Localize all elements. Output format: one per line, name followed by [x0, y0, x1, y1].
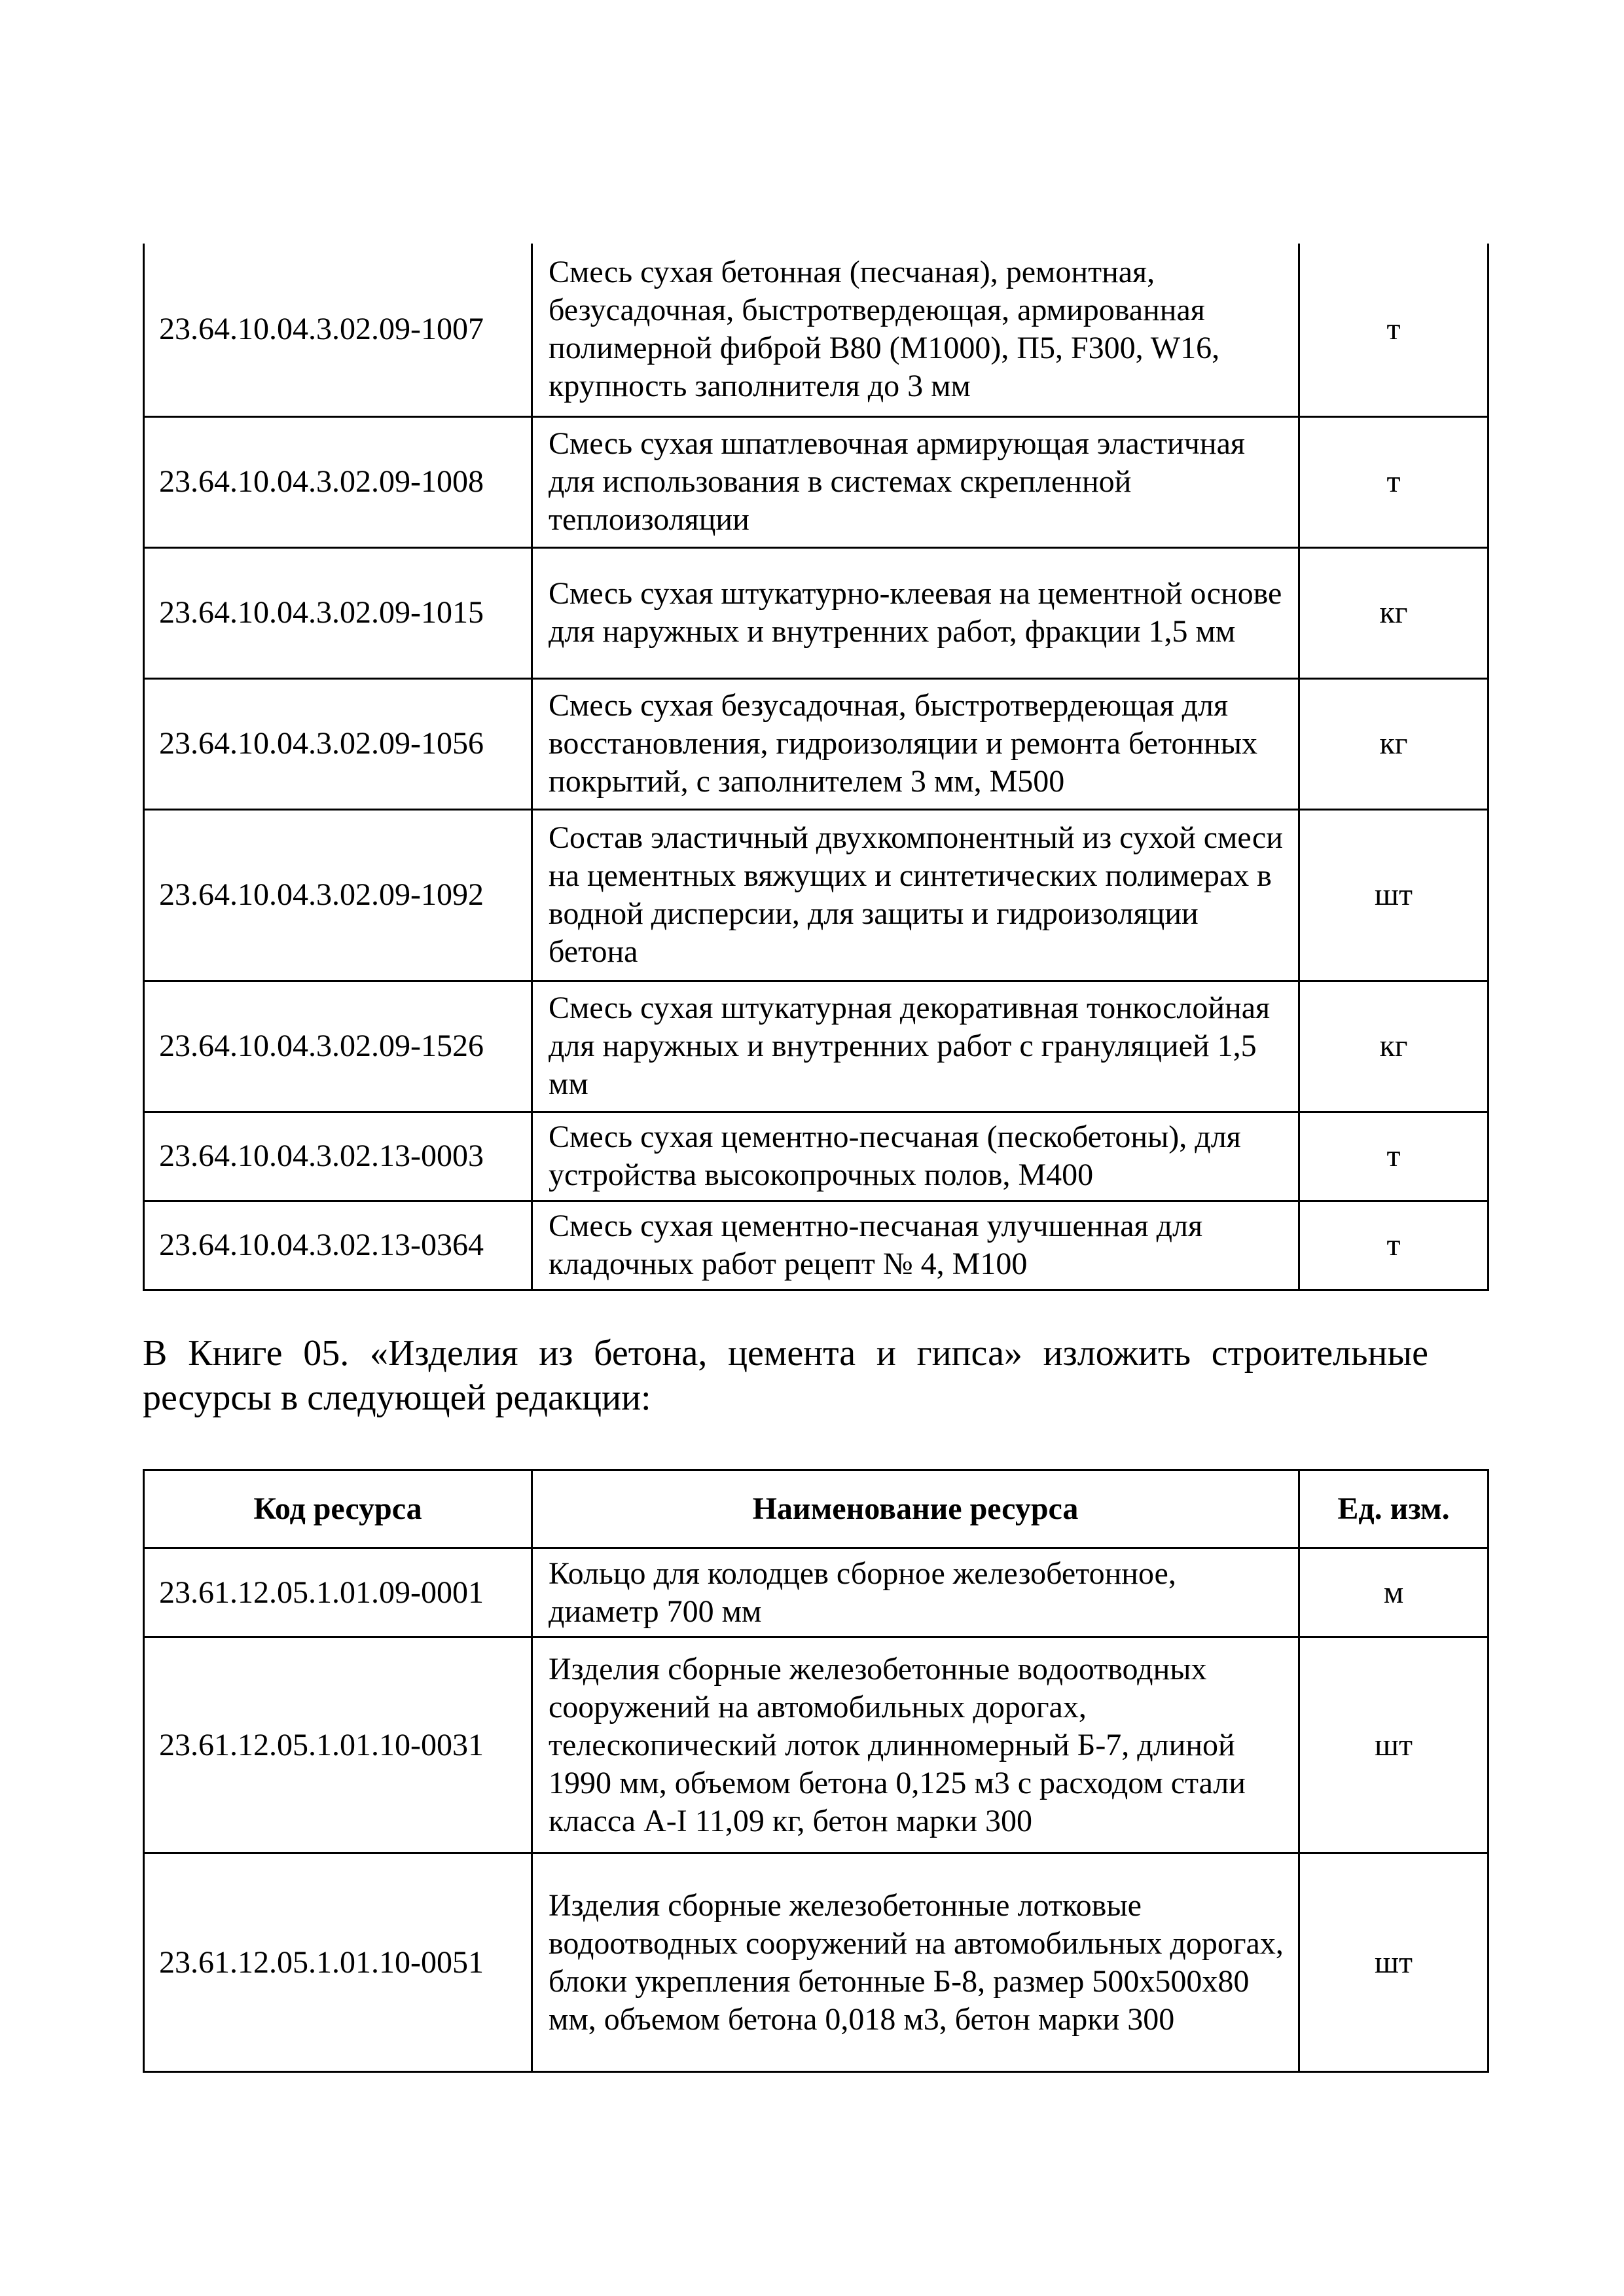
table-row	[144, 416, 1489, 547]
table-row	[144, 244, 1489, 416]
table-row	[144, 981, 1489, 1112]
resource-code: 23.64.10.04.3.02.09-1008	[144, 416, 532, 547]
resource-name: Изделия сборные железобетонные водоотводных сооружений на автомобильных дорогах, телескопический лоток длинномерный Б-7, длиной 1990 мм, объемом бетона 0,125 м3 с расходом стали класса А-I 11,09 кг, бетон марки 300	[532, 1637, 1299, 1853]
resources-table-continued	[143, 244, 1489, 1291]
resource-code: 23.61.12.05.1.01.09-0001	[144, 1548, 532, 1637]
resource-name: Кольцо для колодцев сборное железобетонное, диаметр 700 мм	[532, 1548, 1299, 1637]
table-row	[144, 1637, 1489, 1853]
table-row	[144, 1853, 1489, 2072]
resource-name: Смесь сухая безусадочная, быстротвердеющая для восстановления, гидроизоляции и ремонта бетонных покрытий, с заполнителем 3 мм, М500	[532, 678, 1299, 809]
resource-code: 23.64.10.04.3.02.09-1007	[144, 244, 532, 416]
resource-unit: кг	[1299, 678, 1489, 809]
resource-unit: м	[1299, 1548, 1489, 1637]
resource-name: Смесь сухая бетонная (песчаная), ремонтная, безусадочная, быстротвердеющая, армированная полимерной фиброй В80 (М1000), П5, F300, W16, крупность заполнителя до 3 мм	[532, 244, 1299, 416]
resource-code: 23.64.10.04.3.02.09-1526	[144, 981, 532, 1112]
header-unit: Ед. изм.	[1299, 1470, 1489, 1548]
table-row	[144, 1548, 1489, 1637]
resource-name: Смесь сухая штукатурно-клеевая на цементной основе для наружных и внутренних работ, фракции 1,5 мм	[532, 547, 1299, 678]
table-row	[144, 1112, 1489, 1201]
table-header-row	[144, 1470, 1489, 1548]
resource-unit: т	[1299, 416, 1489, 547]
resource-name: Смесь сухая штукатурная декоративная тонкослойная для наружных и внутренних работ с грануляцией 1,5 мм	[532, 981, 1299, 1112]
table-row	[144, 547, 1489, 678]
resource-name: Смесь сухая шпатлевочная армирующая эластичная для использования в системах скрепленной теплоизоляции	[532, 416, 1299, 547]
header-resource-name: Наименование ресурса	[532, 1470, 1299, 1548]
resource-unit: шт	[1299, 1637, 1489, 1853]
resource-unit: т	[1299, 1112, 1489, 1201]
resource-code: 23.64.10.04.3.02.09-1056	[144, 678, 532, 809]
resource-name: Смесь сухая цементно-песчаная (пескобетоны), для устройства высокопрочных полов, М400	[532, 1112, 1299, 1201]
resource-name: Смесь сухая цементно-песчаная улучшенная для кладочных работ рецепт № 4, М100	[532, 1201, 1299, 1290]
resource-unit: шт	[1299, 1853, 1489, 2072]
resource-unit: шт	[1299, 809, 1489, 981]
resource-name: Состав эластичный двухкомпонентный из сухой смеси на цементных вяжущих и синтетических полимерах в водной дисперсии, для защиты и гидроизоляции бетона	[532, 809, 1299, 981]
resource-code: 23.61.12.05.1.01.10-0031	[144, 1637, 532, 1853]
resource-code: 23.61.12.05.1.01.10-0051	[144, 1853, 532, 2072]
resource-code: 23.64.10.04.3.02.13-0364	[144, 1201, 532, 1290]
resource-unit: кг	[1299, 547, 1489, 678]
resource-code: 23.64.10.04.3.02.13-0003	[144, 1112, 532, 1201]
resource-code: 23.64.10.04.3.02.09-1015	[144, 547, 532, 678]
resources-table	[143, 1469, 1489, 2073]
resource-name: Изделия сборные железобетонные лотковые водоотводных сооружений на автомобильных дорогах, блоки укрепления бетонные Б-8, размер 500х500х80 мм, объемом бетона 0,018 м3, бетон марки 300	[532, 1853, 1299, 2072]
header-resource-code: Код ресурса	[144, 1470, 532, 1548]
resource-unit: т	[1299, 244, 1489, 416]
body-paragraph: В Книге 05. «Изделия из бетона, цемента и гипса» изложить строительные ресурсы в следующей редакции:	[143, 1333, 1428, 1418]
resource-unit: кг	[1299, 981, 1489, 1112]
table-row	[144, 809, 1489, 981]
table-row	[144, 678, 1489, 809]
resource-code: 23.64.10.04.3.02.09-1092	[144, 809, 532, 981]
resource-unit: т	[1299, 1201, 1489, 1290]
table-row	[144, 1201, 1489, 1290]
